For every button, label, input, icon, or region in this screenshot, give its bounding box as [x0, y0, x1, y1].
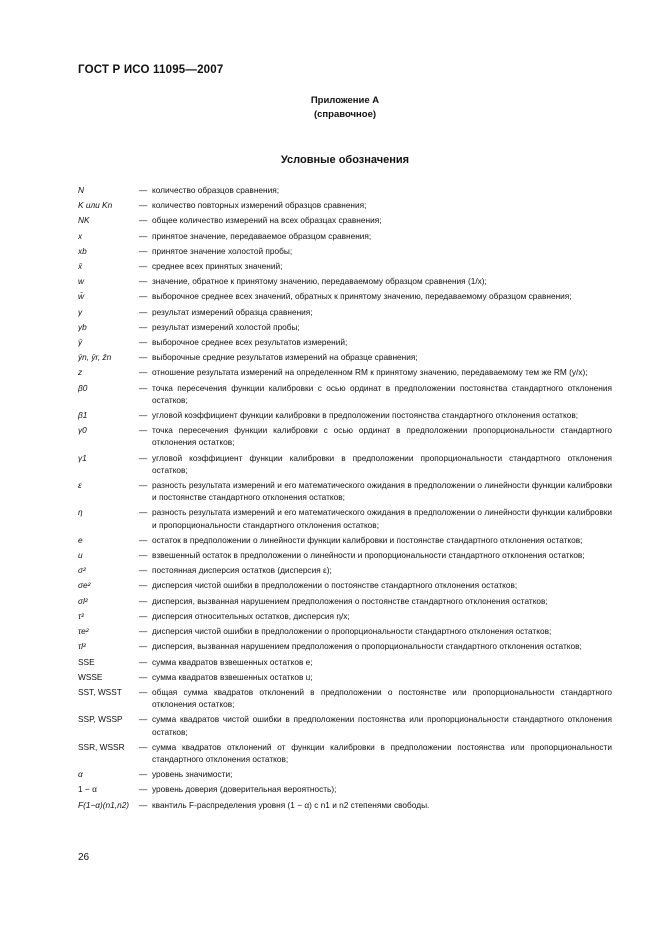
em-dash: — [139, 367, 148, 378]
symbol-entry [78, 595, 612, 607]
section-title: Условные обозначения [280, 154, 410, 166]
symbol-definition: общее количество измерений на всех образцах сравнения; [152, 215, 382, 226]
symbol-entry [78, 275, 612, 287]
symbol-entry [78, 534, 612, 546]
symbol: τl² [78, 641, 86, 652]
em-dash: — [139, 291, 148, 302]
symbol-definition: принятое значение холостой пробы; [152, 245, 293, 256]
symbol-definition: выборочные средние результатов измерений на образце сравнения; [152, 352, 418, 363]
symbol: xb [78, 245, 87, 256]
symbol-entry [78, 656, 612, 668]
em-dash: — [139, 306, 148, 317]
em-dash: — [139, 382, 148, 393]
em-dash: — [139, 452, 148, 463]
symbol-entry [78, 366, 612, 378]
annex-subtitle: (справочное) [313, 109, 377, 120]
symbol-entry [78, 452, 612, 476]
symbol-definition: количество повторных измерений образцов сравнения; [152, 200, 367, 211]
em-dash: — [139, 626, 148, 637]
symbol: x̄ [78, 261, 83, 272]
symbol: NK [78, 215, 90, 226]
symbol-definition: общая сумма квадратов отклонений в предположении о постоянстве или пропорциональности стандартного отклонения остатков; [152, 686, 612, 710]
symbol: 1 − α [78, 784, 97, 795]
symbol: WSSE [78, 671, 103, 682]
symbol-entry [78, 306, 612, 318]
em-dash: — [139, 215, 148, 226]
symbol: z [78, 367, 83, 378]
em-dash: — [139, 507, 148, 518]
symbol-entry [78, 230, 612, 242]
symbol-definition: количество образцов сравнения; [152, 185, 280, 195]
symbol-entry [78, 184, 612, 196]
symbol-definition: постоянная дисперсия остатков (дисперсия ε); [152, 565, 332, 576]
symbol: τe² [78, 626, 89, 637]
symbol-definition: выборочное среднее всех значений, обратных к принятому значению, передаваемому образцом сравнения; [152, 291, 572, 302]
symbol-definition: дисперсия, вызванная нарушением предположения о постоянстве стандартного отклонения остатков; [152, 595, 548, 606]
symbol: σl² [78, 595, 88, 606]
symbol-definition: взвешенный остаток в предположении о линейности и пропорциональности стандартного отклонения остатков; [152, 550, 585, 561]
symbol-definition: уровень доверия (доверительная вероятность); [152, 784, 337, 795]
em-dash: — [139, 769, 148, 780]
em-dash: — [139, 641, 148, 652]
symbol: β0 [78, 382, 88, 393]
symbol-entry [78, 625, 612, 637]
symbol: K или Kn [78, 200, 113, 211]
symbol-entry [78, 382, 612, 406]
em-dash: — [139, 565, 148, 576]
em-dash: — [139, 410, 148, 421]
symbol: α [78, 769, 83, 780]
symbol-entry [78, 610, 612, 622]
symbol-entry [78, 199, 612, 211]
em-dash: — [139, 245, 148, 256]
symbol: SSP, WSSP [78, 714, 123, 725]
symbol-entry [78, 799, 612, 811]
symbol: w [78, 276, 84, 287]
symbol-definition: остаток в предположении о линейности функции калибровки и постоянстве стандартного отклонения остатков; [152, 534, 583, 545]
symbol-definition: выборочное среднее всех результатов измерений; [152, 337, 348, 348]
symbol: ȳ [78, 337, 83, 348]
em-dash: — [139, 261, 148, 272]
symbol-definition: разность результата измерений и его математического ожидания в предположении о линейности функции калибровки и постоянстве стандартного отклонения остатков; [152, 480, 612, 503]
symbol: y [78, 306, 83, 317]
symbol-entry [78, 741, 612, 765]
symbol-definition: дисперсия относительных остатков, дисперсия η/x; [152, 610, 350, 621]
symbol: ȳn, ȳr, z̄n [78, 352, 112, 363]
em-dash: — [139, 671, 148, 682]
em-dash: — [139, 580, 148, 591]
symbol: γ0 [78, 425, 87, 436]
symbol-entry [78, 424, 612, 448]
em-dash: — [139, 595, 148, 606]
symbol-entry [78, 640, 612, 652]
symbol: N [78, 185, 84, 195]
symbol-entry [78, 321, 612, 333]
symbol: x [78, 230, 83, 241]
symbol-entry [78, 579, 612, 591]
em-dash: — [139, 799, 148, 810]
symbol-entry [78, 290, 612, 302]
symbol: γ1 [78, 452, 87, 463]
em-dash: — [139, 200, 148, 211]
symbol-entry [78, 245, 612, 257]
symbol: w̄ [78, 291, 84, 302]
symbol: yb [78, 321, 87, 332]
symbol-definition: разность результата измерений и его математического ожидания в предположении о линейности функции калибровки и пропорциональности стандартного отклонения остатков; [152, 507, 612, 530]
symbol-entry [78, 686, 612, 710]
symbol-definition: сумма квадратов чистой ошибки в предположении постоянства или пропорциональности стандартного отклонения остатков; [152, 714, 612, 737]
em-dash: — [139, 276, 148, 287]
symbol: SSE [78, 656, 95, 667]
symbol-entry [78, 260, 612, 272]
symbol-definition: точка пересечения функции калибровки с осью ординат в предположении постоянства стандартного отклонения остатков; [152, 382, 612, 405]
em-dash: — [139, 230, 148, 241]
symbol: u [78, 550, 83, 561]
symbol-entry [78, 768, 612, 780]
symbol: ε [78, 480, 82, 491]
symbol: β1 [78, 410, 88, 421]
symbol-definition: сумма квадратов взвешенных остатков u; [152, 671, 313, 682]
symbol-entry [78, 549, 612, 561]
page-number: 26 [78, 852, 90, 863]
em-dash: — [139, 425, 148, 436]
em-dash: — [139, 686, 148, 697]
em-dash: — [139, 550, 148, 561]
document-header: ГОСТ Р ИСО 11095—2007 [78, 64, 224, 76]
symbol-definition: дисперсия, вызванная нарушением предположения о пропорциональности стандартного отклонения остатков; [152, 641, 582, 652]
symbol: F(1−α)(n1,n2) [78, 799, 130, 810]
symbol-definition: значение, обратное к принятому значению, передаваемому образцом сравнения (1/x); [152, 276, 487, 287]
symbol-entry [78, 336, 612, 348]
symbol-definition: результат измерений образца сравнения; [152, 306, 313, 317]
em-dash: — [139, 337, 148, 348]
symbol-entry [78, 479, 612, 503]
symbol-definition: точка пересечения функции калибровки с осью ординат в предположении пропорциональности стандартного отклонения остатков; [152, 425, 612, 448]
em-dash: — [139, 741, 148, 752]
symbol-definition: сумма квадратов отклонений от функции калибровки в предположении постоянства или пропорциональности стандартного отклонения остатков; [152, 741, 612, 764]
symbol: SST, WSST [78, 686, 122, 697]
symbol-entry [78, 783, 612, 795]
em-dash: — [139, 185, 148, 195]
annex-heading [240, 94, 450, 122]
symbol: SSR, WSSR [78, 741, 125, 752]
symbol: σe² [78, 580, 91, 591]
em-dash: — [139, 714, 148, 725]
symbol-definition: дисперсия чистой ошибки в предположении о пропорциональности стандартного отклонения остатков; [152, 626, 552, 637]
symbol-definition: отношение результата измерений на определенном RM к принятому значению, передаваемому тем же RM (y/x); [152, 367, 588, 378]
symbol-entry [78, 506, 612, 530]
symbol-definition: сумма квадратов взвешенных остатков e; [152, 656, 313, 667]
symbol: σ² [78, 565, 86, 576]
em-dash: — [139, 321, 148, 332]
symbol-definition: уровень значимости; [152, 769, 233, 780]
symbol-definition: результат измерений холостой пробы; [152, 321, 300, 332]
em-dash: — [139, 656, 148, 667]
symbol-entry [78, 409, 612, 421]
symbol-entry [78, 713, 612, 737]
symbol-definition: угловой коэффициент функции калибровки в предположении постоянства стандартного отклонения остатков; [152, 410, 579, 421]
annex-title: Приложение А [310, 95, 380, 106]
symbol: e [78, 534, 83, 545]
symbol-definition: угловой коэффициент функции калибровки в предположении пропорциональности стандартного отклонения остатков; [152, 452, 612, 475]
symbol-definition: среднее всех принятых значений; [152, 261, 283, 272]
em-dash: — [139, 784, 148, 795]
em-dash: — [139, 534, 148, 545]
symbol-definition: дисперсия чистой ошибки в предположении о постоянстве стандартного отклонения остатков; [152, 580, 518, 591]
symbol-entry [78, 671, 612, 683]
symbol-entry [78, 351, 612, 363]
symbols-list [78, 184, 612, 814]
em-dash: — [139, 480, 148, 491]
symbol: η [78, 507, 83, 518]
symbol-definition: квантиль F-распределения уровня (1 − α) с n1 и n2 степенями свободы. [152, 799, 430, 810]
symbol-entry [78, 214, 612, 226]
symbol: τ² [78, 610, 84, 621]
em-dash: — [139, 352, 148, 363]
em-dash: — [139, 610, 148, 621]
symbol-entry [78, 564, 612, 576]
symbol-definition: принятое значение, передаваемое образцом сравнения; [152, 230, 372, 241]
